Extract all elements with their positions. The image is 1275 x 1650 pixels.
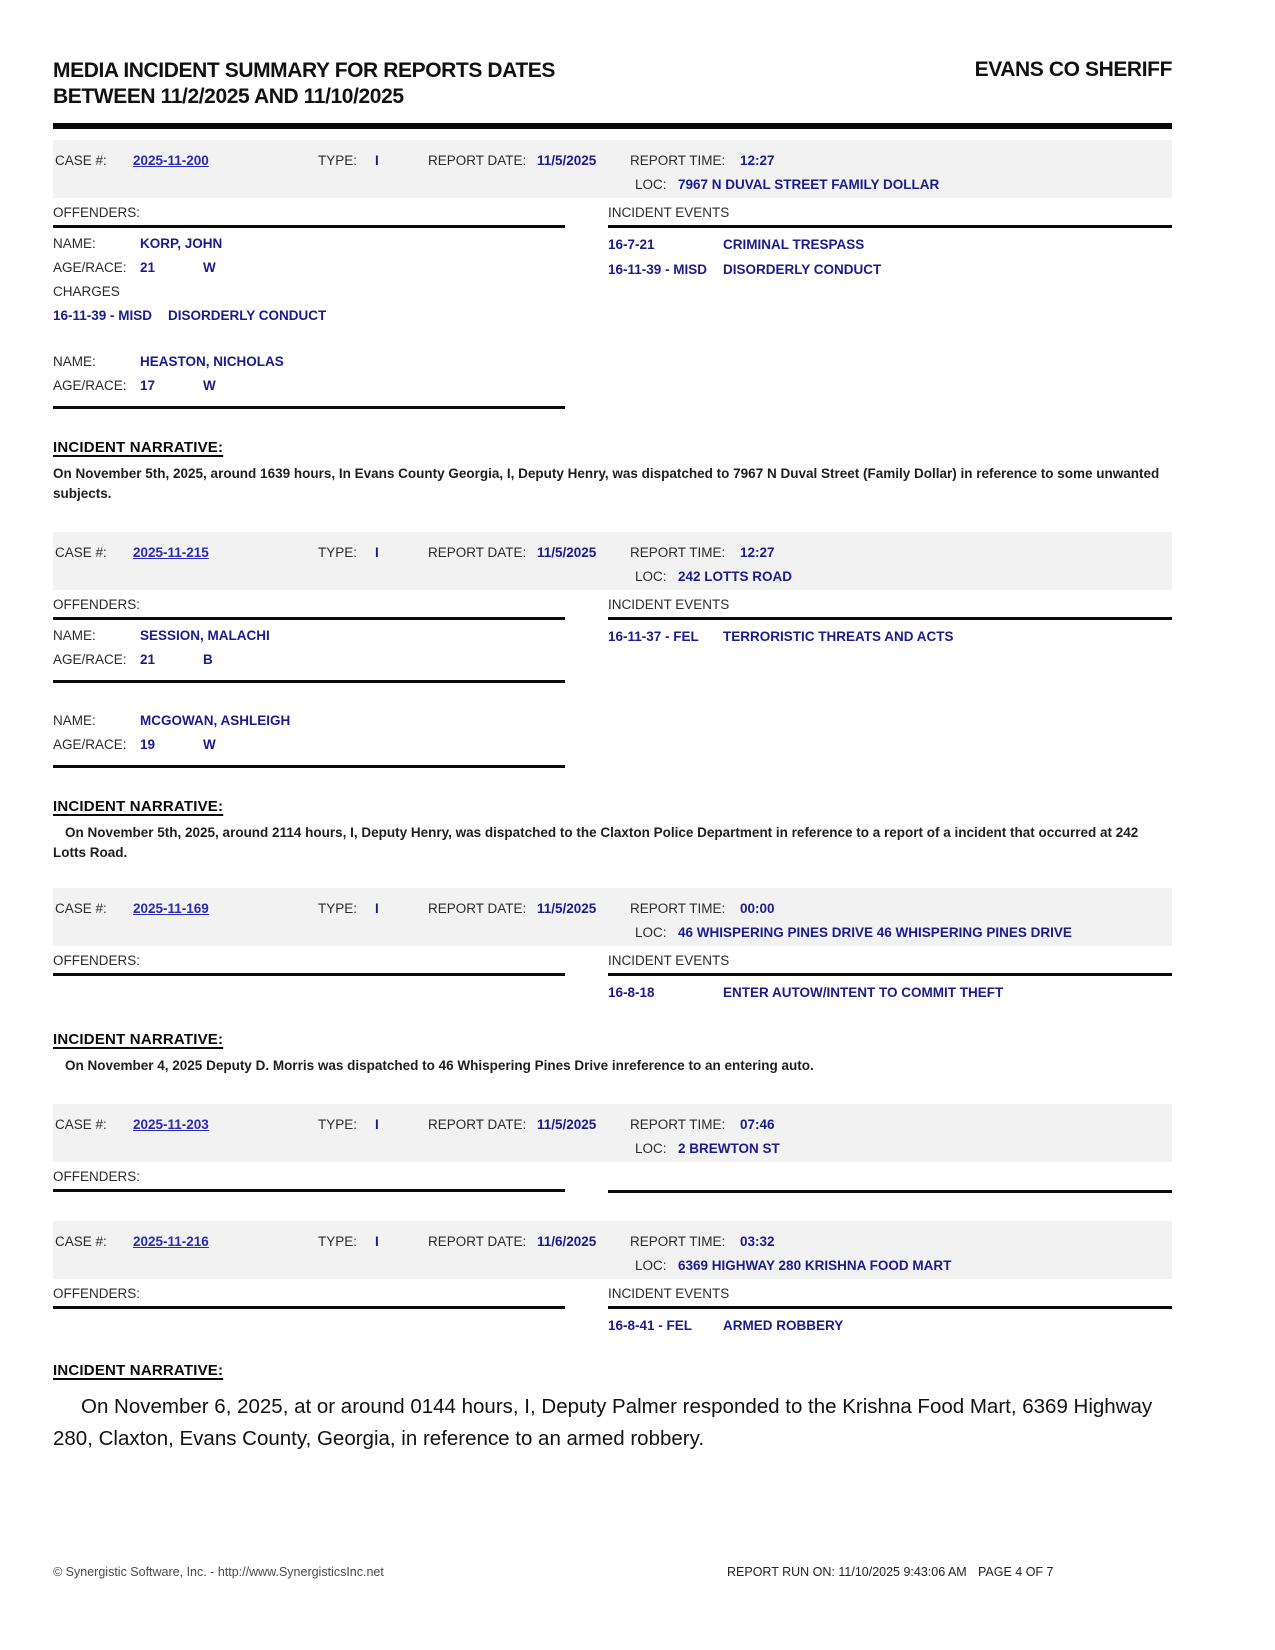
case-banner <box>53 1221 1172 1279</box>
type-value: I <box>375 1233 379 1249</box>
age-race-label: AGE/RACE: <box>53 377 127 393</box>
event-code: 16-8-41 - FEL <box>608 1317 693 1333</box>
case-number-link[interactable]: 2025-11-216 <box>133 1233 209 1249</box>
type-value: I <box>375 900 379 916</box>
offender-name: HEASTON, NICHOLAS <box>140 353 284 369</box>
narrative-heading: INCIDENT NARRATIVE: <box>53 438 224 456</box>
event-desc: DISORDERLY CONDUCT <box>723 261 882 277</box>
event-code: 16-11-37 - FEL <box>608 629 699 644</box>
offenders-heading: OFFENDERS: <box>53 1169 565 1192</box>
type-label: TYPE: <box>318 152 358 168</box>
page-title-line2: BETWEEN 11/2/2025 AND 11/10/2025 <box>53 85 404 109</box>
offenders-heading: OFFENDERS: <box>53 205 565 228</box>
event-row <box>608 1317 1172 1334</box>
offender-agerace-row <box>53 736 565 753</box>
case-banner <box>53 140 1172 198</box>
page-title-line1: MEDIA INCIDENT SUMMARY FOR REPORTS DATES <box>53 59 556 82</box>
case-label: CASE #: <box>55 152 107 168</box>
report-time-value: 12:27 <box>740 152 775 168</box>
case-number-link[interactable]: 2025-11-200 <box>133 152 209 168</box>
case-number-link[interactable]: 2025-11-203 <box>133 1116 209 1132</box>
loc-label: LOC: <box>635 1257 667 1273</box>
offender-name: MCGOWAN, ASHLEIGH <box>140 713 291 728</box>
offender-name: KORP, JOHN <box>140 235 223 251</box>
page-title <box>53 58 555 111</box>
offender-race: W <box>203 259 216 275</box>
case-banner <box>53 888 1172 946</box>
event-row <box>608 984 1172 1001</box>
incident-events-heading: INCIDENT EVENTS <box>608 1286 1172 1309</box>
loc-value: 2 BREWTON ST <box>678 1140 780 1156</box>
event-row <box>608 236 1172 253</box>
footer-report-run <box>727 1565 967 1579</box>
loc-value: 46 WHISPERING PINES DRIVE 46 WHISPERING PINES DRIVE <box>678 924 1072 940</box>
type-label: TYPE: <box>318 545 358 560</box>
type-label: TYPE: <box>318 1116 358 1132</box>
incident-events-heading: INCIDENT EVENTS <box>608 953 1172 976</box>
offender-name-row <box>53 712 565 729</box>
name-label: NAME: <box>53 353 96 369</box>
report-date-label: REPORT DATE: <box>428 545 527 560</box>
case-number-link[interactable]: 2025-11-215 <box>133 545 209 560</box>
offenders-heading: OFFENDERS: <box>53 1286 565 1309</box>
offender-name: SESSION, MALACHI <box>140 628 270 643</box>
report-date-value: 11/5/2025 <box>537 900 597 916</box>
report-date-value: 11/6/2025 <box>537 1233 597 1249</box>
case-label: CASE #: <box>55 1116 107 1132</box>
report-time-label: REPORT TIME: <box>630 1233 726 1249</box>
offender-name-row <box>53 235 565 252</box>
offenders-end-divider <box>53 765 565 768</box>
report-date-value: 11/5/2025 <box>537 152 597 168</box>
type-value: I <box>375 152 379 168</box>
narrative-heading: INCIDENT NARRATIVE: <box>53 1030 224 1048</box>
offender-age: 17 <box>140 377 156 393</box>
narrative-heading: INCIDENT NARRATIVE: <box>53 798 224 815</box>
name-label: NAME: <box>53 235 96 251</box>
age-race-label: AGE/RACE: <box>53 259 127 275</box>
incident-events-heading: INCIDENT EVENTS <box>608 597 1172 620</box>
offender-age: 21 <box>140 652 156 667</box>
report-date-value: 11/5/2025 <box>537 1116 597 1132</box>
case-body <box>53 205 1172 409</box>
event-code: 16-11-39 - MISD <box>608 261 708 277</box>
event-desc: ARMED ROBBERY <box>723 1317 844 1333</box>
narrative-text: On November 4, 2025 Deputy D. Morris was dispatched to 46 Whispering Pines Drive inreference to an entering auto. <box>65 1057 814 1073</box>
report-time-label: REPORT TIME: <box>630 900 726 916</box>
type-label: TYPE: <box>318 1233 358 1249</box>
loc-label: LOC: <box>635 924 667 940</box>
offender-age: 19 <box>140 737 156 752</box>
event-code: 16-7-21 <box>608 236 655 252</box>
offender-agerace-row <box>53 259 565 276</box>
report-time-label: REPORT TIME: <box>630 152 726 168</box>
narrative-heading: INCIDENT NARRATIVE: <box>53 1361 224 1379</box>
offender-age: 21 <box>140 259 156 275</box>
case-body <box>53 953 1172 1001</box>
charge-code: 16-11-39 - MISD <box>53 307 153 323</box>
age-race-label: AGE/RACE: <box>53 737 127 752</box>
loc-label: LOC: <box>635 1140 667 1156</box>
narrative-text: On November 5th, 2025, around 1639 hours, In Evans County Georgia, I, Deputy Henry, was dispatched to 7967 N Duval Street (Family Dollar) in reference to some unwanted subjects. <box>53 465 1160 501</box>
loc-label: LOC: <box>635 176 667 192</box>
offender-race: B <box>203 652 213 667</box>
offender-race: W <box>203 737 216 752</box>
incident-events-heading: INCIDENT EVENTS <box>608 205 1172 228</box>
report-date-label: REPORT DATE: <box>428 152 527 168</box>
event-row <box>608 261 1172 278</box>
incident-events-divider <box>608 1190 1172 1193</box>
offender-agerace-row <box>53 651 565 668</box>
type-value: I <box>375 1116 379 1132</box>
footer-run-value: 11/10/2025 9:43:06 AM <box>838 1565 967 1579</box>
footer-run-label: REPORT RUN ON: <box>727 1565 835 1579</box>
report-date-label: REPORT DATE: <box>428 900 527 916</box>
event-row <box>608 628 1172 645</box>
offenders-end-divider <box>53 406 565 409</box>
footer-copyright: © Synergistic Software, Inc. - http://www.SynergisticsInc.net <box>53 1565 384 1579</box>
agency-name: EVANS CO SHERIFF <box>974 58 1172 81</box>
age-race-label: AGE/RACE: <box>53 652 127 667</box>
case-label: CASE #: <box>55 545 107 560</box>
report-header <box>53 58 1172 111</box>
offenders-heading: OFFENDERS: <box>53 597 565 620</box>
case-body <box>53 597 1172 768</box>
case-banner <box>53 532 1172 590</box>
charge-desc: DISORDERLY CONDUCT <box>168 307 327 323</box>
charge-row <box>53 307 565 324</box>
report-date-label: REPORT DATE: <box>428 1116 527 1132</box>
case-body <box>53 1286 1172 1334</box>
case-number-link[interactable]: 2025-11-169 <box>133 900 209 916</box>
loc-value: 6369 HIGHWAY 280 KRISHNA FOOD MART <box>678 1257 952 1273</box>
event-desc: CRIMINAL TRESPASS <box>723 236 865 252</box>
loc-value: 242 LOTTS ROAD <box>678 569 793 584</box>
report-time-label: REPORT TIME: <box>630 545 726 560</box>
charges-label-row <box>53 283 565 300</box>
event-desc: ENTER AUTOW/INTENT TO COMMIT THEFT <box>723 984 1004 1000</box>
report-time-value: 07:46 <box>740 1116 775 1132</box>
offender-name-row <box>53 627 565 644</box>
case-label: CASE #: <box>55 1233 107 1249</box>
offender-race: W <box>203 377 216 393</box>
loc-value: 7967 N DUVAL STREET FAMILY DOLLAR <box>678 176 940 192</box>
narrative-text: On November 5th, 2025, around 2114 hours, I, Deputy Henry, was dispatched to the Claxton Police Department in reference to a report of a incident that occurred at 242 Lotts Road. <box>53 825 1139 861</box>
case-banner <box>53 1104 1172 1162</box>
header-divider <box>53 123 1172 129</box>
case-body <box>53 1169 1172 1193</box>
narrative-text: On November 6, 2025, at or around 0144 hours, I, Deputy Palmer responded to the Krishna Food Mart, 6369 Highway 280, Claxton, Evans County, Georgia, in reference to an armed robbery. <box>53 1394 1153 1450</box>
report-date-value: 11/5/2025 <box>537 545 597 560</box>
offender-agerace-row <box>53 377 565 394</box>
report-date-label: REPORT DATE: <box>428 1233 527 1249</box>
offender-name-row <box>53 353 565 370</box>
loc-label: LOC: <box>635 569 667 584</box>
type-label: TYPE: <box>318 900 358 916</box>
report-time-value: 03:32 <box>740 1233 775 1249</box>
case-label: CASE #: <box>55 900 107 916</box>
name-label: NAME: <box>53 713 96 728</box>
name-label: NAME: <box>53 628 96 643</box>
type-value: I <box>375 545 379 560</box>
event-desc: TERRORISTIC THREATS AND ACTS <box>723 629 954 644</box>
footer-page-number: PAGE 4 OF 7 <box>978 1565 1054 1579</box>
event-code: 16-8-18 <box>608 984 655 1000</box>
offenders-heading: OFFENDERS: <box>53 953 565 976</box>
report-time-label: REPORT TIME: <box>630 1116 726 1132</box>
charges-label: CHARGES <box>53 283 120 299</box>
report-time-value: 12:27 <box>740 545 775 560</box>
report-time-value: 00:00 <box>740 900 775 916</box>
